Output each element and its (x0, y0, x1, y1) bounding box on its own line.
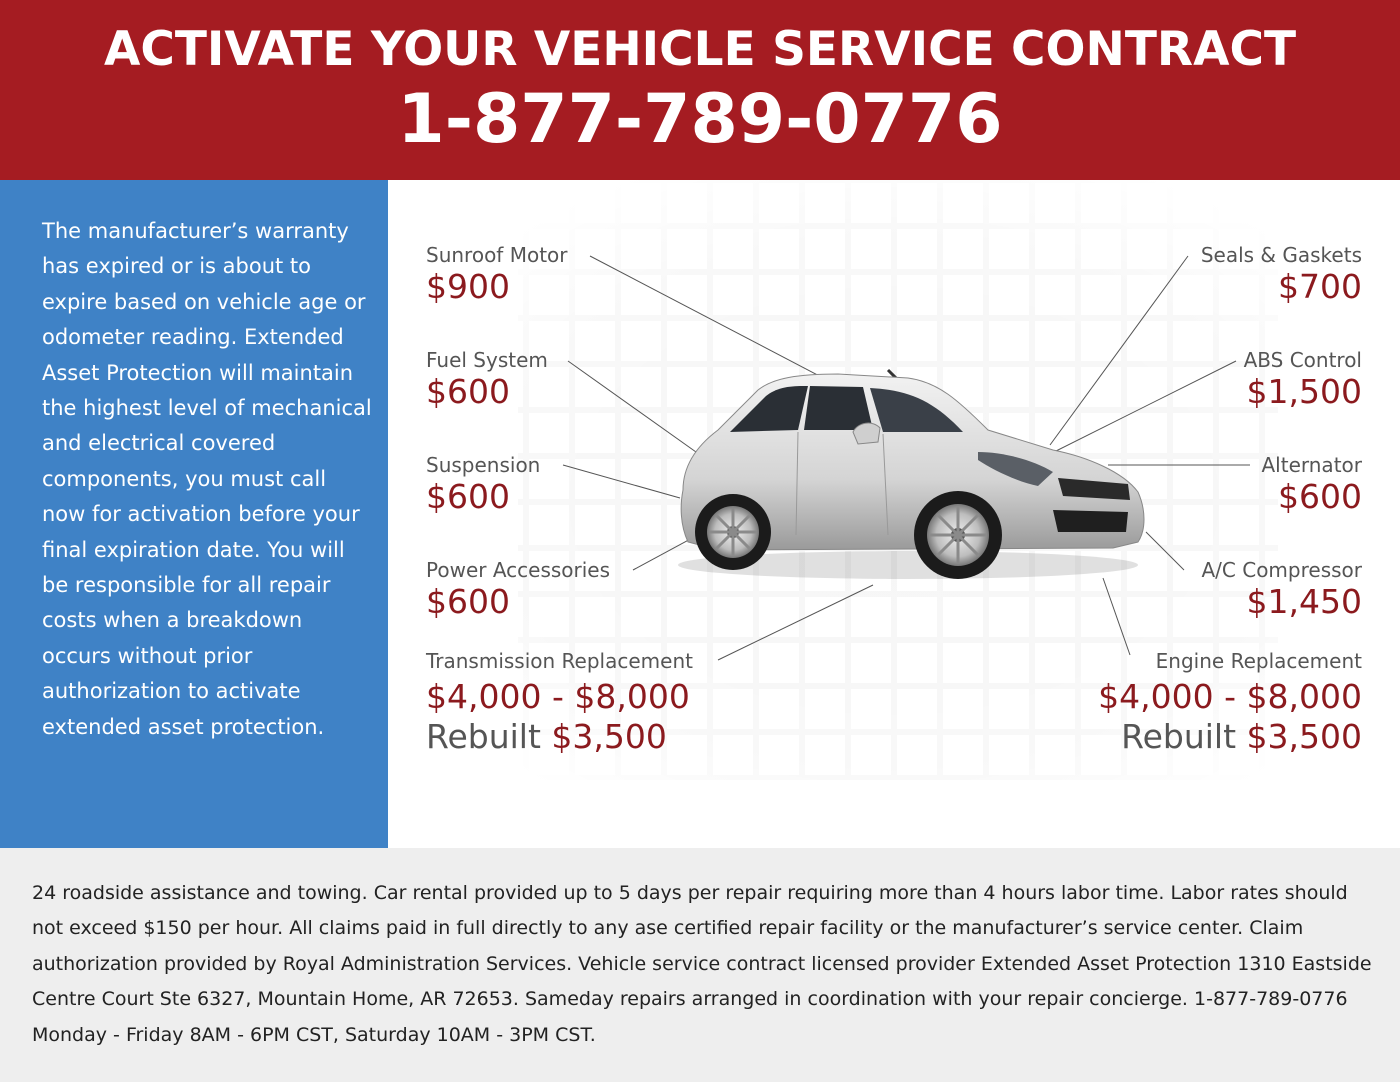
part-transmission-replacement (426, 649, 693, 757)
part-price: $1,450 (1246, 582, 1362, 621)
part-price: $600 (426, 582, 510, 621)
rebuilt-price: $3,500 (1246, 717, 1362, 756)
part-name: Seals & Gaskets (1200, 243, 1362, 267)
part-name: A/C Compressor (1201, 558, 1362, 582)
part-rebuilt (1098, 717, 1362, 757)
rebuilt-price: $3,500 (551, 717, 667, 756)
part-price: $600 (426, 372, 510, 411)
part-engine-replacement (1098, 649, 1362, 757)
footer-text: 24 roadside assistance and towing. Car rental provided up to 5 days per repair requiring more than 4 hours labor time. Labor rates should not exceed $150 per hour. All claims paid in full directly to any ase certified repair facility or the manufacturer’s service center. Claim authorization provided by Royal Administration Services. Vehicle service contract licensed provider Extended Asset Protection 1310 Eastside Centre Court Ste 6327, Mountain Home, AR 72653. Sameday repairs arranged in coordination with your repair concierge. 1-877-789-0776 Monday - Friday 8AM - 6PM CST, Saturday 10AM - 3PM CST. (32, 882, 1372, 1046)
rebuilt-label: Rebuilt (426, 717, 541, 756)
part-power-accessories (426, 558, 610, 622)
part-fuel-system (426, 348, 548, 412)
part-price: $600 (1278, 477, 1362, 516)
part-name: Power Accessories (426, 558, 611, 582)
part-suspension (426, 453, 540, 517)
part-ac-compressor (1201, 558, 1362, 622)
footer-disclaimer (0, 848, 1400, 1082)
part-rebuilt (426, 717, 693, 757)
part-sunroof-motor (426, 243, 568, 307)
part-price: $900 (426, 267, 510, 306)
phone-number[interactable]: 1-877-789-0776 (397, 80, 1003, 159)
part-price: $600 (426, 477, 510, 516)
parts-diagram (388, 180, 1400, 848)
part-name: ABS Control (1243, 348, 1362, 372)
part-price: $4,000 - $8,000 (426, 677, 690, 716)
part-price: $4,000 - $8,000 (1098, 677, 1362, 716)
part-price: $1,500 (1246, 372, 1362, 411)
header-banner (0, 0, 1400, 180)
sidebar-panel (0, 180, 388, 848)
part-name: Transmission Replacement (426, 649, 693, 673)
page-title: ACTIVATE YOUR VEHICLE SERVICE CONTRACT (103, 22, 1297, 77)
part-alternator (1262, 453, 1363, 517)
rebuilt-label: Rebuilt (1121, 717, 1237, 756)
part-name: Suspension (426, 453, 541, 477)
part-abs-control (1244, 348, 1362, 412)
part-name: Engine Replacement (1155, 649, 1362, 673)
car-image (658, 360, 1158, 590)
part-price: $700 (1278, 267, 1362, 306)
part-seals-gaskets (1201, 243, 1362, 307)
part-name: Fuel System (426, 348, 548, 372)
part-name: Alternator (1261, 453, 1362, 477)
part-name: Sunroof Motor (426, 243, 568, 267)
sidebar-text: The manufacturer’s warranty has expired or is about to expire based on vehicle age or odometer reading. Extended Asset Protection will maintain the highest level of mechanical and electrical covered components, you must call now for activation before your final expiration date. You will be responsible for all repair costs when a breakdown occurs without prior authorization to activate extended asset protection. (42, 219, 372, 739)
